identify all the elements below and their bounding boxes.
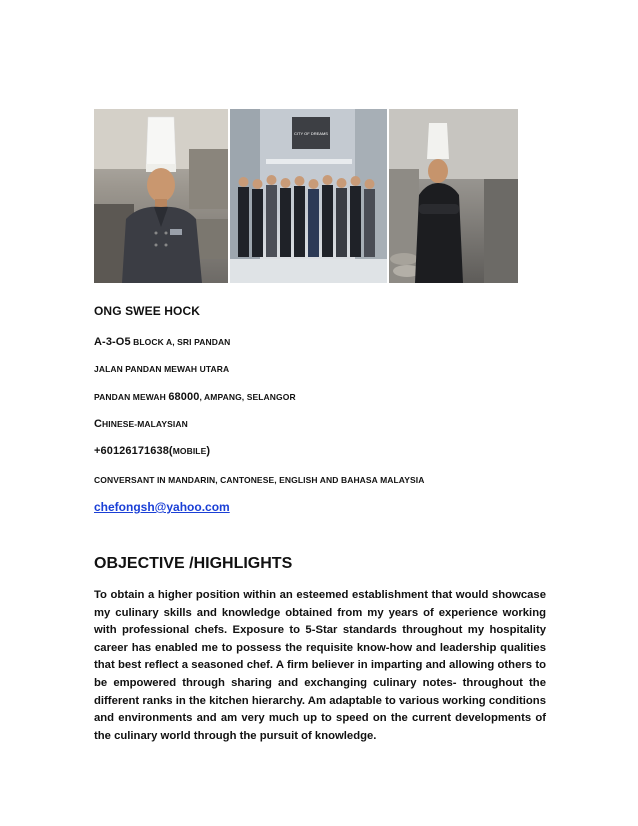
- chef-portrait-illustration: [94, 109, 228, 283]
- address-area: PANDAN MEWAH: [94, 392, 169, 402]
- languages: CONVERSANT IN MANDARIN, CANTONESE, ENGLISH AND BAHASA MALAYSIA: [94, 475, 425, 485]
- phone-close: ): [206, 445, 211, 457]
- nationality-initial: C: [94, 418, 103, 430]
- address-line-3: [94, 391, 296, 403]
- address-prefix: A-: [94, 336, 106, 348]
- postcode: 68000: [168, 391, 200, 403]
- phone-number: +60126171638(: [94, 445, 173, 457]
- email-link[interactable]: chefongsh@yahoo.com: [94, 500, 230, 514]
- nationality: [94, 418, 188, 430]
- address-line-1: [94, 336, 230, 348]
- address-city: , AMPANG, SELANGOR: [199, 392, 296, 402]
- candidate-name: ONG SWEE HOCK: [94, 304, 200, 318]
- objective-heading: OBJECTIVE /HIGHLIGHTS: [94, 555, 293, 572]
- group-photo-illustration: [230, 109, 387, 283]
- photo-chef-kitchen: [389, 109, 518, 283]
- photo-chef-portrait: [94, 109, 228, 283]
- photo-strip: [94, 109, 518, 283]
- unit-number: 3-O5: [105, 336, 131, 348]
- chef-kitchen-illustration: [389, 109, 518, 283]
- photo-group: [230, 109, 387, 283]
- sign-text: CITY OF DREAMS: [294, 131, 328, 136]
- objective-paragraph: To obtain a higher position within an esteemed establishment that would showcase my culinary skills and knowledge obtained from my years of experience working with professional chefs. Exposure to 5-Star standards throughout my hospitality career has enabled me to possess the requisite know-how and leadership qualities that best reflect a seasoned chef. A firm believer in imparting and allowing others to be empowered through sharing and exchanging culinary notes- throughout the different ranks in the kitchen hierarchy. Am adaptable to various working conditions and environments and am very much up to speed on the current developments of the culinary world through the pursuit of knowledge.: [94, 589, 546, 742]
- phone: [94, 445, 210, 457]
- address-block: BLOCK A, SRI PANDAN: [130, 337, 231, 347]
- address-line-2: JALAN PANDAN MEWAH UTARA: [94, 364, 230, 374]
- nationality-rest: HINESE-MALAYSIAN: [102, 419, 188, 429]
- phone-type: MOBILE: [172, 446, 207, 456]
